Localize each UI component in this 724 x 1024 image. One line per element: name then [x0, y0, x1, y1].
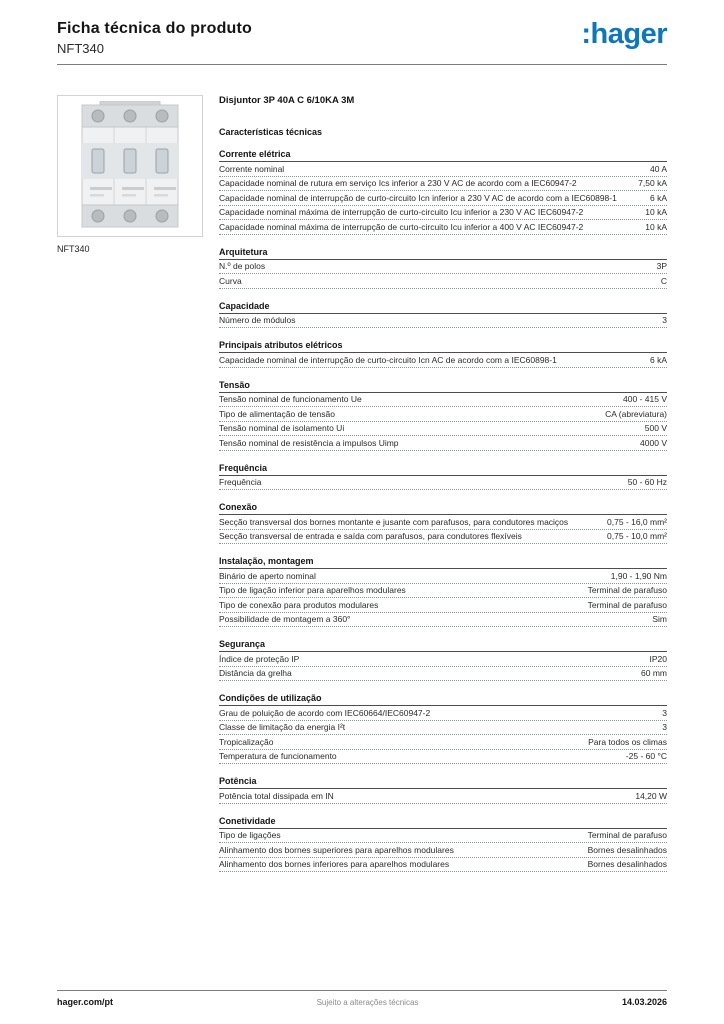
spec-row	[219, 858, 667, 873]
spec-value: 40 A	[649, 163, 667, 174]
spec-label: Binário de aperto nominal	[219, 570, 316, 581]
spec-row	[219, 735, 667, 750]
spec-label: Curva	[219, 275, 242, 286]
spec-section	[219, 463, 667, 491]
spec-value: 3	[662, 722, 667, 732]
page-header	[57, 20, 667, 56]
spec-value: Para todos os climas	[588, 736, 667, 747]
spec-row	[219, 177, 667, 192]
spec-row	[219, 353, 667, 368]
header-titles	[57, 20, 252, 56]
spec-row	[219, 652, 667, 667]
spec-row	[219, 613, 667, 628]
section-title: Segurança	[219, 639, 667, 652]
spec-value: Terminal de parafuso	[587, 585, 667, 595]
spec-row	[219, 584, 667, 599]
spec-value: 14,20 W	[635, 790, 667, 801]
spec-value: 0,75 - 10,0 mm²	[607, 531, 667, 541]
spec-value: -25 - 60 °C	[625, 751, 667, 761]
spec-value: 60 mm	[641, 668, 667, 678]
spec-value: 6 kA	[649, 192, 667, 203]
spec-row	[219, 162, 667, 177]
spec-value: 6 kA	[649, 354, 667, 365]
spec-section	[219, 776, 667, 804]
spec-row	[219, 422, 667, 437]
spec-label: Classe de limitação da energia I²t	[219, 722, 346, 732]
spec-row	[219, 260, 667, 275]
spec-value: 50 - 60 Hz	[627, 477, 667, 487]
spec-label: Tensão nominal de isolamento Ui	[219, 423, 345, 433]
page-footer	[57, 997, 667, 1007]
section-title: Frequência	[219, 463, 667, 476]
spec-row	[219, 706, 667, 721]
spec-label: Capacidade nominal máxima de interrupção de curto-circuito Icu inferior a 230 V AC IEC60947-2	[219, 207, 584, 217]
spec-row	[219, 220, 667, 235]
footer-website-link[interactable]: hager.com/pt	[57, 997, 114, 1007]
characteristics-heading: Características técnicas	[219, 127, 323, 137]
spec-value: 500 V	[644, 423, 667, 433]
hager-logo: :hager	[581, 18, 667, 50]
spec-section	[219, 556, 667, 627]
spec-label: N.º de polos	[219, 261, 266, 271]
spec-row	[219, 274, 667, 289]
footer-date: 14.03.2026	[621, 997, 667, 1007]
spec-row	[219, 721, 667, 736]
spec-label: Temperatura de funcionamento	[219, 751, 337, 761]
spec-label: Alinhamento dos bornes inferiores para aparelhos modulares	[219, 859, 450, 869]
spec-row	[219, 750, 667, 765]
spec-label: Secção transversal dos bornes montante e jusante com parafusos, para condutores maciços	[219, 516, 569, 527]
spec-row	[219, 598, 667, 613]
spec-row	[219, 789, 667, 804]
spec-section	[219, 639, 667, 681]
product-title: Disjuntor 3P 40A C 6/10KA 3M	[219, 95, 355, 106]
product-image-caption: NFT340	[57, 244, 90, 254]
spec-sections	[219, 149, 667, 872]
spec-row	[219, 667, 667, 682]
spec-row	[219, 191, 667, 206]
section-title: Potência	[219, 776, 667, 789]
spec-label: Grau de poluição de acordo com IEC60664/IEC60947-2	[219, 707, 431, 718]
spec-row	[219, 843, 667, 858]
spec-section	[219, 301, 667, 329]
section-title: Conexão	[219, 502, 667, 515]
spec-label: Alinhamento dos bornes superiores para aparelhos modulares	[219, 844, 454, 855]
spec-label: Corrente nominal	[219, 163, 285, 174]
section-title: Capacidade	[219, 301, 667, 314]
document-title: Ficha técnica do produto	[57, 20, 253, 37]
spec-value: 7,50 kA	[638, 178, 667, 188]
spec-value: 400 - 415 V	[623, 394, 667, 404]
spec-value: Sim	[652, 614, 667, 624]
spec-value: Terminal de parafuso	[587, 599, 667, 610]
spec-row	[219, 829, 667, 844]
section-title: Principais atributos elétricos	[219, 340, 667, 353]
spec-row	[219, 436, 667, 451]
spec-label: Capacidade nominal de interrupção de curto-circuito Icn inferior a 230 V AC de acordo com a IEC60898-1	[219, 192, 617, 203]
spec-label: Frequência	[219, 477, 262, 487]
spec-row	[219, 569, 667, 584]
spec-value: 1,90 - 1,90 Nm	[610, 570, 667, 581]
spec-section	[219, 149, 667, 235]
product-reference: NFT340	[57, 41, 104, 56]
spec-label: Tipo de conexão para produtos modulares	[219, 599, 379, 610]
spec-row	[219, 476, 667, 491]
spec-value: 3P	[656, 261, 667, 271]
spec-value: Terminal de parafuso	[587, 830, 667, 840]
spec-section	[219, 693, 667, 764]
spec-section	[219, 340, 667, 368]
spec-label: Possibilidade de montagem a 360°	[219, 614, 351, 624]
spec-label: Distância da grelha	[219, 668, 292, 678]
spec-label: Secção transversal de entrada e saída com parafusos, para condutores flexíveis	[219, 531, 522, 541]
section-title: Arquitetura	[219, 247, 667, 260]
spec-section	[219, 380, 667, 451]
circuit-breaker-image	[70, 101, 190, 231]
footer-disclaimer: Sujeito a alterações técnicas	[316, 998, 419, 1007]
spec-section	[219, 816, 667, 873]
spec-label: Tipo de alimentação de tensão	[219, 408, 335, 419]
spec-label: Índice de proteção IP	[219, 653, 300, 664]
header-divider	[57, 64, 667, 65]
spec-label: Tipo de ligação inferior para aparelhos modulares	[219, 585, 406, 595]
spec-section	[219, 502, 667, 544]
spec-label: Tropicalização	[219, 736, 274, 747]
spec-value: 0,75 - 16,0 mm²	[607, 516, 667, 527]
spec-row	[219, 393, 667, 408]
spec-label: Capacidade nominal de interrupção de curto-circuito Icn AC de acordo com a IEC60898-1	[219, 354, 557, 365]
footer-divider	[57, 990, 667, 991]
spec-label: Capacidade nominal máxima de interrupção de curto-circuito Icu inferior a 400 V AC IEC60947-2	[219, 221, 584, 232]
spec-value: Bornes desalinhados	[587, 859, 667, 869]
spec-row	[219, 314, 667, 329]
spec-value: 4000 V	[640, 437, 667, 448]
spec-label: Tipo de ligações	[219, 830, 281, 840]
spec-label: Número de módulos	[219, 315, 296, 325]
section-title: Instalação, montagem	[219, 556, 667, 569]
spec-row	[219, 407, 667, 422]
section-title: Corrente elétrica	[219, 149, 667, 162]
spec-value: 10 kA	[645, 221, 667, 232]
spec-value: C	[660, 275, 667, 286]
product-image	[57, 95, 203, 237]
spec-value: IP20	[649, 653, 667, 664]
spec-value: CA (abreviatura)	[605, 408, 667, 419]
specs-column	[219, 95, 667, 872]
spec-row	[219, 530, 667, 545]
section-title: Conetividade	[219, 816, 667, 829]
spec-value: Bornes desalinhados	[587, 844, 667, 855]
spec-label: Potência total dissipada em IN	[219, 790, 334, 801]
spec-row	[219, 515, 667, 530]
section-title: Tensão	[219, 380, 667, 393]
spec-value: 3	[662, 315, 667, 325]
spec-label: Tensão nominal de funcionamento Ue	[219, 394, 362, 404]
spec-label: Capacidade nominal de rutura em serviço Ics inferior a 230 V AC de acordo com a IEC60947-2	[219, 178, 577, 188]
spec-row	[219, 206, 667, 221]
spec-value: 10 kA	[645, 207, 667, 217]
section-title: Condições de utilização	[219, 693, 667, 706]
spec-value: 3	[662, 707, 667, 718]
spec-section	[219, 247, 667, 289]
product-image-column	[57, 95, 203, 254]
spec-label: Tensão nominal de resistência a impulsos Uimp	[219, 437, 399, 448]
